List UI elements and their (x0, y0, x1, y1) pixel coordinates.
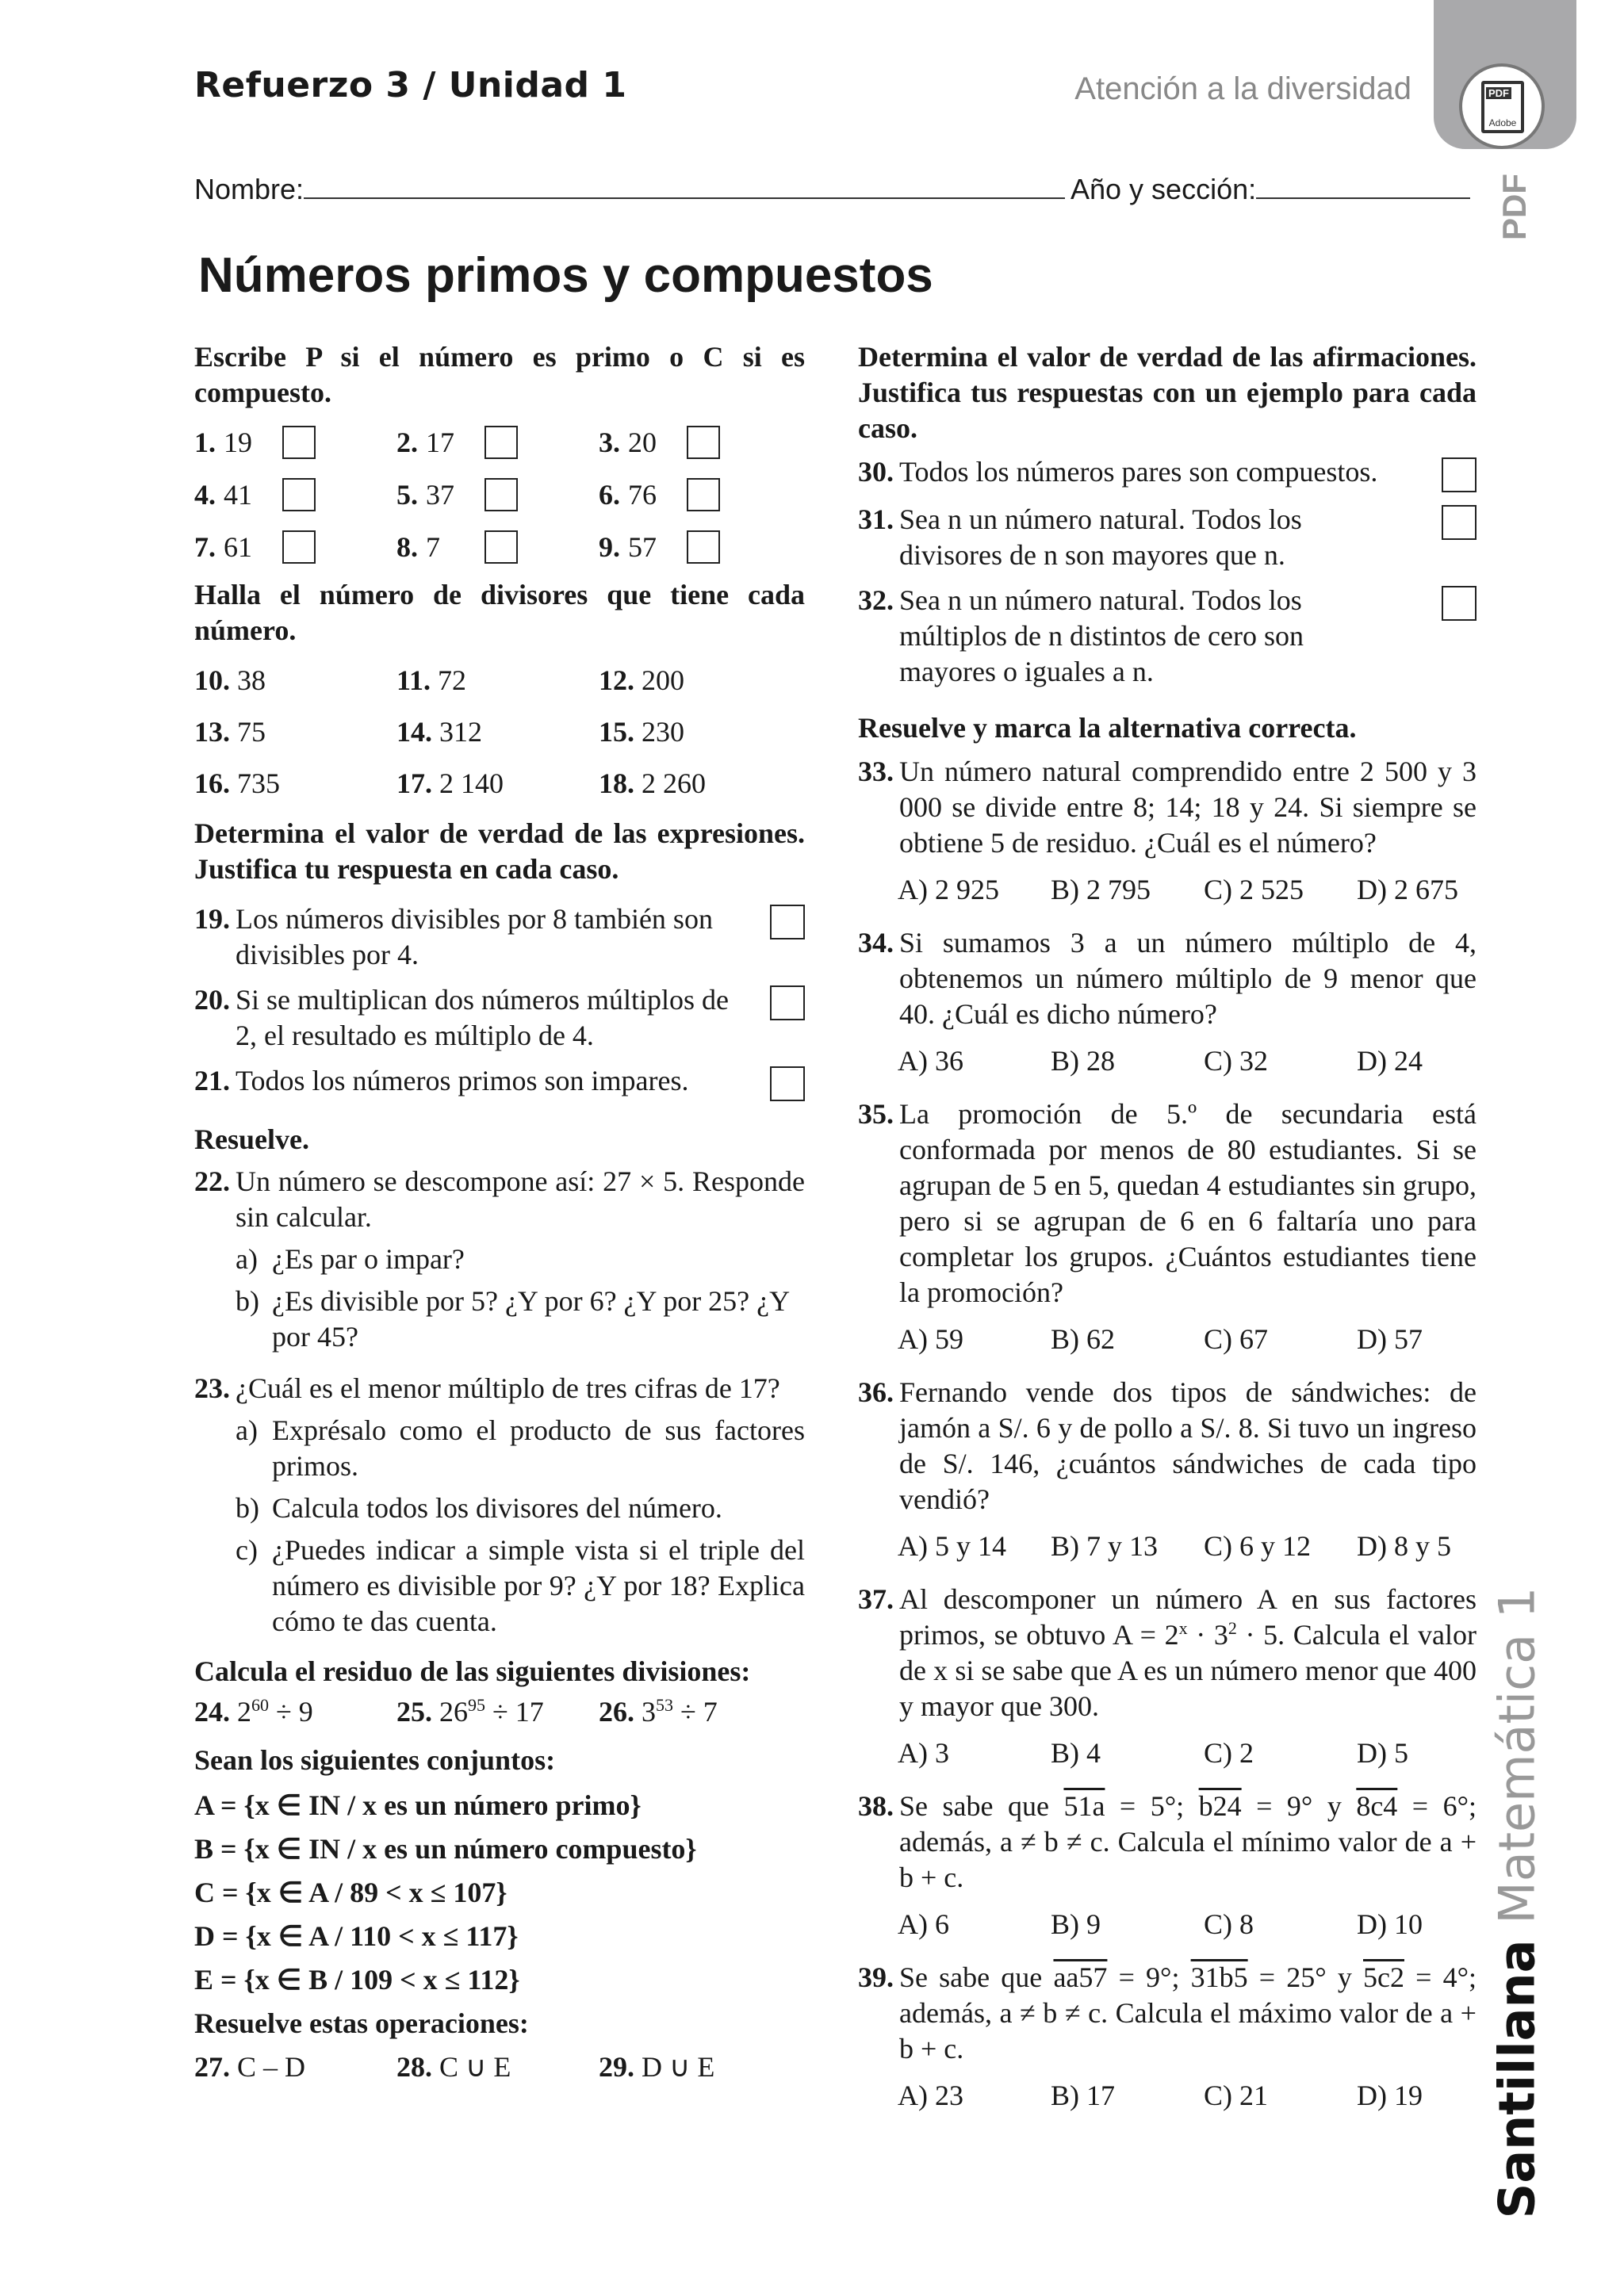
instruction: Resuelve. (194, 1123, 309, 1155)
option-d[interactable]: D) 8 y 5 (1357, 1530, 1451, 1562)
question-33: 33. Un número natural comprendido entre 2 500 y 3 000 se divide entre 8; 14; 18 y 24. Si siempre se obtiene 5 de residuo. ¿Cuál es el número? (858, 756, 1477, 859)
worksheet-unit: Refuerzo 3 / Unidad 1 (194, 65, 627, 105)
option-d[interactable]: D) 19 (1357, 2080, 1423, 2111)
section-field[interactable]: Año y sección: (1071, 173, 1470, 206)
true-false-item: 31. Sea n un número natural. Todos los divisores de n son mayores que n. (858, 502, 1477, 573)
list-item: 1. 19 (194, 425, 396, 460)
sub-question: b) Calcula todos los divisores del número. (236, 1492, 722, 1524)
question-37: 37. Al descomponer un número A en sus factores primos, se obtuvo $A = 2^x \cdot 3^2 \cdot 5$. Calcula el valor de x si se sabe que A es un número menor que 400 y mayor que 300. (858, 1583, 1477, 1722)
worksheet-category: Atención a la diversidad (1074, 71, 1411, 106)
option-a[interactable]: A) 5 y 14 (898, 1530, 1006, 1562)
list-item: 16. 735 (194, 767, 280, 799)
option-c[interactable]: C) 67 (1204, 1323, 1268, 1355)
sub-question: c) ¿Puedes indicar a simple vista si el triple del número es divisible por 9? ¿Y por 18? Explica cómo te das cuenta. (236, 1534, 805, 1637)
left-column (194, 339, 805, 2099)
answer-options (858, 1907, 1477, 1942)
answer-options (858, 872, 1477, 908)
list-item: 4. 41 (194, 477, 396, 512)
answer-box[interactable] (1442, 586, 1477, 621)
answer-box[interactable] (770, 1066, 805, 1101)
option-a[interactable]: A) 36 (898, 1045, 963, 1077)
instruction: Determina el valor de verdad de las expresiones. Justifica tu respuesta en cada caso. (194, 817, 805, 885)
instruction: Halla el número de divisores que tiene cada número. (194, 579, 805, 646)
instruction: Calcula el residuo de las siguientes divisiones: (194, 1655, 751, 1687)
list-item: 12. 200 (599, 664, 684, 696)
list-item: 8. 7 (396, 530, 599, 564)
answer-box[interactable] (282, 478, 316, 511)
sub-question: a) Exprésalo como el producto de sus factores primos. (236, 1414, 805, 1482)
instruction: Resuelve y marca la alternativa correcta. (858, 712, 1357, 744)
answer-options (858, 1322, 1477, 1357)
option-c[interactable]: C) 8 (1204, 1908, 1254, 1940)
question-39: 39. Se sabe que aa57 = 9°; 31b5 = 25° y 5c2 = 4°; además, a ≠ b ≠ c. Calcula el máximo valor de a + b + c. (858, 1961, 1477, 2064)
pdf-adobe-icon[interactable] (1459, 63, 1545, 149)
answer-box[interactable] (485, 530, 518, 564)
answer-box[interactable] (485, 478, 518, 511)
sub-question: a) ¿Es par o impar? (236, 1243, 465, 1275)
option-d[interactable]: D) 5 (1357, 1737, 1408, 1769)
option-b[interactable]: B) 7 y 13 (1051, 1530, 1158, 1562)
option-d[interactable]: D) 57 (1357, 1323, 1423, 1355)
list-item: 9. 57 (599, 530, 801, 564)
answer-box[interactable] (282, 426, 316, 459)
list-item: 6. 76 (599, 477, 801, 512)
instruction: Sean los siguientes conjuntos: (194, 1744, 556, 1776)
answer-options (858, 1043, 1477, 1079)
set-definition: E = {x ∈ B / 109 < x ≤ 112} (194, 1964, 520, 1996)
answer-options (858, 1529, 1477, 1564)
option-a[interactable]: A) 23 (898, 2080, 963, 2111)
page-title: Números primos y compuestos (198, 248, 933, 303)
pdf-label: PDF (1496, 174, 1533, 240)
sub-question: b) ¿Es divisible por 5? ¿Y por 6? ¿Y por 25? ¿Y por 45? (236, 1285, 789, 1353)
answer-box[interactable] (485, 426, 518, 459)
option-c[interactable]: C) 6 y 12 (1204, 1530, 1311, 1562)
set-definition: C = {x ∈ A / 89 < x ≤ 107} (194, 1877, 508, 1908)
set-definition: B = {x ∈ IN / x es un número compuesto} (194, 1833, 697, 1865)
option-c[interactable]: C) 2 525 (1204, 874, 1304, 905)
answer-options (858, 1735, 1477, 1771)
option-a[interactable]: A) 59 (898, 1323, 963, 1355)
list-item: 24. $2^{60} \div 9$ (194, 1695, 313, 1728)
option-d[interactable]: D) 2 675 (1357, 874, 1458, 905)
option-d[interactable]: D) 24 (1357, 1045, 1423, 1077)
list-item: 3. 20 (599, 425, 801, 460)
true-false-item: 32. Sea n un número natural. Todos los múltiplos de n distintos de cero son mayores o iguales a n. (858, 583, 1477, 690)
answer-box[interactable] (1442, 505, 1477, 540)
name-field[interactable]: Nombre: (194, 173, 1065, 206)
instruction: Resuelve estas operaciones: (194, 2007, 529, 2039)
answer-box[interactable] (687, 478, 720, 511)
list-item: 17. 2 140 (396, 767, 504, 799)
option-b[interactable]: B) 17 (1051, 2080, 1115, 2111)
list-item: 25. $26^{95} \div 17$ (396, 1695, 544, 1728)
pdf-document-icon: PDF Adobe (1481, 81, 1524, 133)
true-false-item: 30. Todos los números pares son compuestos. (858, 454, 1477, 492)
option-c[interactable]: C) 21 (1204, 2080, 1268, 2111)
answer-box[interactable] (282, 530, 316, 564)
right-column (858, 339, 1477, 2131)
true-false-item: 19. Los números divisibles por 8 también son divisibles por 4. (194, 901, 805, 973)
list-item: 29. D ∪ E (599, 2051, 715, 2083)
true-false-item: 20. Si se multiplican dos números múltiplos de 2, el resultado es múltiplo de 4. (194, 982, 805, 1054)
answer-box[interactable] (687, 426, 720, 459)
list-item: 27. C – D (194, 2051, 306, 2083)
instruction: Determina el valor de verdad de las afirmaciones. Justifica tus respuestas con un ejemplo para cada caso. (858, 341, 1477, 444)
section-line[interactable] (1256, 174, 1470, 199)
option-c[interactable]: C) 32 (1204, 1045, 1268, 1077)
list-item: 14. 312 (396, 716, 482, 748)
list-item: 18. 2 260 (599, 767, 706, 799)
divisors-grid (194, 663, 805, 802)
option-b[interactable]: B) 62 (1051, 1323, 1115, 1355)
subject-name: Matemática 1 (1488, 1586, 1546, 1924)
option-a[interactable]: A) 2 925 (898, 874, 999, 905)
option-b[interactable]: B) 9 (1051, 1908, 1101, 1940)
question-36: 36. Fernando vende dos tipos de sándwiches: de jamón a S/. 6 y de pollo a S/. 8. Si tuvo un ingreso de S/. 146, ¿cuántos sándwiches de cada tipo vendió? (858, 1376, 1477, 1515)
option-a[interactable]: A) 3 (898, 1737, 949, 1769)
answer-options (858, 2078, 1477, 2114)
residue-grid (194, 1694, 805, 1730)
question-38: 38. Se sabe que 51a = 5°; b24 = 9° y 8c4 = 6°; además, a ≠ b ≠ c. Calcula el mínimo valor de a + b + c. (858, 1790, 1477, 1893)
question-34: 34. Si sumamos 3 a un número múltiplo de 4, obtenemos un número múltiplo de 9 menor que 40. ¿Cuál es dicho número? (858, 927, 1477, 1030)
question-22: 22. Un número se descompone así: 27 × 5. Responde sin calcular. (194, 1165, 805, 1233)
list-item: 5. 37 (396, 477, 599, 512)
option-b[interactable]: B) 2 795 (1051, 874, 1151, 905)
answer-box[interactable] (770, 905, 805, 939)
option-c[interactable]: C) 2 (1204, 1737, 1254, 1769)
list-item: 28. C ∪ E (396, 2051, 511, 2083)
list-item: 13. 75 (194, 716, 266, 748)
option-b[interactable]: B) 4 (1051, 1737, 1101, 1769)
prime-composite-grid (194, 425, 805, 564)
answer-box[interactable] (687, 530, 720, 564)
answer-box[interactable] (1442, 457, 1477, 492)
operations-grid (194, 2049, 805, 2085)
list-item: 7. 61 (194, 530, 396, 564)
option-b[interactable]: B) 28 (1051, 1045, 1115, 1077)
set-definition: A = {x ∈ IN / x es un número primo} (194, 1789, 642, 1821)
question-35: 35. La promoción de 5.º de secundaria está conformada por menos de 80 estudiantes. Si se agrupan de 5 en 5, quedan 4 estudiantes sin grupo, pero si se agrupan de 6 en 6 faltaría uno para completar los grupos. ¿Cuántos estudiantes tiene la promoción? (858, 1098, 1477, 1308)
true-false-item: 21. Todos los números primos son impares. (194, 1063, 805, 1101)
list-item: 15. 230 (599, 716, 684, 748)
list-item: 11. 72 (396, 664, 467, 696)
option-d[interactable]: D) 10 (1357, 1908, 1423, 1940)
answer-box[interactable] (770, 985, 805, 1020)
brand-name: Santillana (1488, 1939, 1546, 2219)
list-item: 10. 38 (194, 664, 266, 696)
set-definition: D = {x ∈ A / 110 < x ≤ 117} (194, 1920, 519, 1952)
list-item: 26. $3^{53} \div 7$ (599, 1695, 718, 1728)
question-23: 23. ¿Cuál es el menor múltiplo de tres cifras de 17? (194, 1372, 780, 1404)
option-a[interactable]: A) 6 (898, 1908, 949, 1940)
name-line[interactable] (304, 174, 1065, 199)
list-item: 2. 17 (396, 425, 599, 460)
instruction: Escribe P si el número es primo o C si es compuesto. (194, 341, 805, 408)
